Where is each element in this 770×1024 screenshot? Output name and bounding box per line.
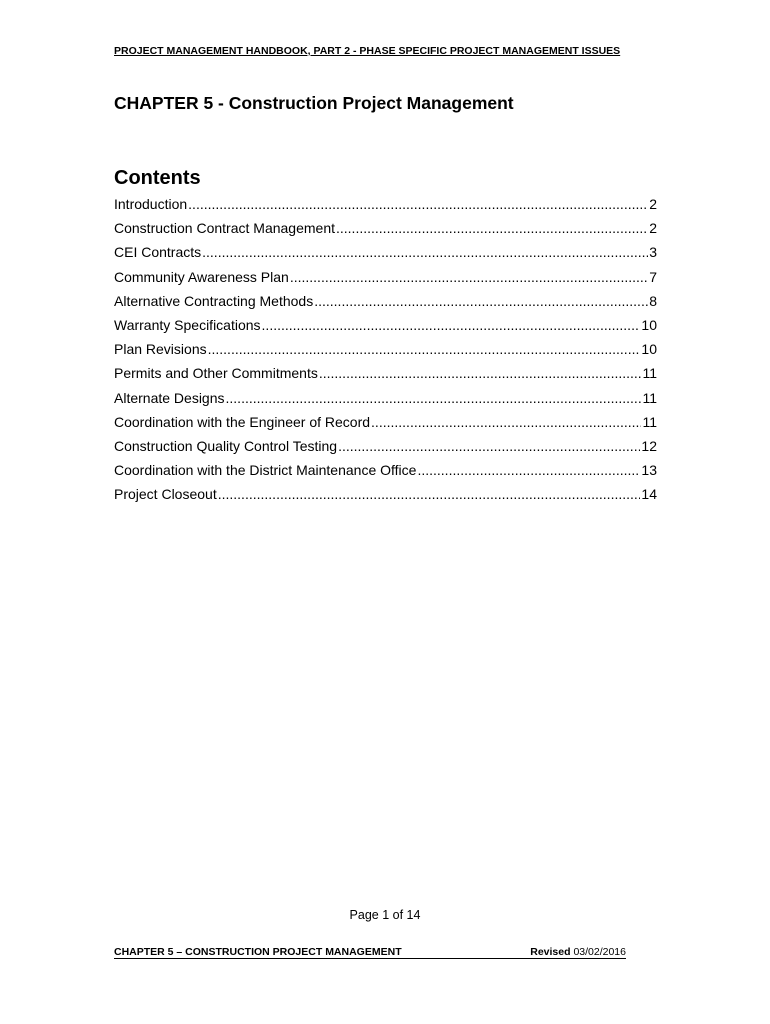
toc-entry-page: 11 — [642, 365, 657, 382]
toc-dot-leader — [338, 434, 640, 458]
running-header: PROJECT MANAGEMENT HANDBOOK, PART 2 - PHASE SPECIFIC PROJECT MANAGEMENT ISSUES — [114, 45, 621, 57]
toc-dot-leader — [202, 240, 648, 264]
toc-entry-label: Coordination with the Engineer of Record — [114, 413, 371, 430]
toc-dot-leader — [290, 265, 648, 289]
footer-revised-date: 03/02/2016 — [573, 946, 626, 958]
toc-entry-warranty-specifications[interactable] — [114, 313, 657, 337]
toc-entry-label: Construction Contract Management — [114, 220, 335, 237]
toc-entry-alternate-designs[interactable] — [114, 386, 657, 410]
toc-entry-page: 12 — [641, 437, 657, 454]
toc-entry-page: 14 — [641, 486, 657, 503]
toc-entry-plan-revisions[interactable] — [114, 337, 657, 361]
toc-entry-label: Introduction — [114, 196, 188, 212]
toc-dot-leader — [188, 192, 648, 216]
toc-dot-leader — [226, 386, 642, 410]
toc-entry-label: Plan Revisions — [114, 341, 207, 358]
toc-entry-label: Alternate Designs — [114, 389, 225, 406]
toc-entry-coordination-district-maintenance-office[interactable] — [114, 458, 657, 482]
toc-entry-page: 11 — [642, 389, 657, 406]
toc-dot-leader — [371, 410, 641, 434]
toc-dot-leader — [417, 458, 640, 482]
footer-chapter-title: CHAPTER 5 – CONSTRUCTION PROJECT MANAGEMENT — [114, 946, 402, 958]
toc-entry-page: 2 — [649, 220, 657, 237]
page-number: Page 1 of 14 — [349, 908, 421, 922]
footer-underline — [114, 958, 626, 959]
toc-entry-community-awareness-plan[interactable] — [114, 265, 657, 289]
toc-entry-introduction[interactable] — [114, 192, 657, 216]
toc-dot-leader — [336, 216, 648, 240]
toc-entry-page: 3 — [649, 244, 657, 261]
table-of-contents — [114, 192, 657, 506]
toc-entry-page: 10 — [641, 316, 657, 333]
chapter-title: CHAPTER 5 - Construction Project Management — [114, 93, 514, 113]
toc-dot-leader — [208, 337, 641, 361]
toc-entry-label: Warranty Specifications — [114, 316, 261, 333]
toc-dot-leader — [262, 313, 641, 337]
toc-entry-permits-and-other-commitments[interactable] — [114, 361, 657, 385]
toc-entry-page: 10 — [641, 341, 657, 358]
contents-heading: Contents — [114, 167, 201, 189]
toc-entry-label: Community Awareness Plan — [114, 268, 289, 285]
toc-entry-page: 2 — [649, 196, 657, 212]
toc-entry-page: 11 — [642, 413, 657, 430]
toc-dot-leader — [218, 482, 641, 506]
toc-entry-label: Alternative Contracting Methods — [114, 292, 314, 309]
toc-dot-leader — [319, 361, 642, 385]
toc-entry-construction-quality-control-testing[interactable] — [114, 434, 657, 458]
toc-entry-page: 8 — [649, 292, 657, 309]
toc-entry-label: CEI Contracts — [114, 244, 202, 261]
toc-entry-construction-contract-management[interactable] — [114, 216, 657, 240]
toc-entry-label: Coordination with the District Maintenance Office — [114, 462, 417, 479]
toc-entry-coordination-engineer-of-record[interactable] — [114, 410, 657, 434]
footer-revision — [530, 946, 626, 958]
toc-entry-alternative-contracting-methods[interactable] — [114, 289, 657, 313]
toc-entry-cei-contracts[interactable] — [114, 240, 657, 264]
toc-dot-leader — [314, 289, 648, 313]
toc-entry-label: Permits and Other Commitments — [114, 365, 318, 382]
footer-revised-label: Revised — [530, 946, 571, 958]
toc-entry-page: 7 — [649, 268, 657, 285]
toc-entry-page: 13 — [641, 462, 657, 479]
toc-entry-label: Project Closeout — [114, 486, 217, 503]
toc-entry-label: Construction Quality Control Testing — [114, 437, 338, 454]
toc-entry-project-closeout[interactable] — [114, 482, 657, 506]
